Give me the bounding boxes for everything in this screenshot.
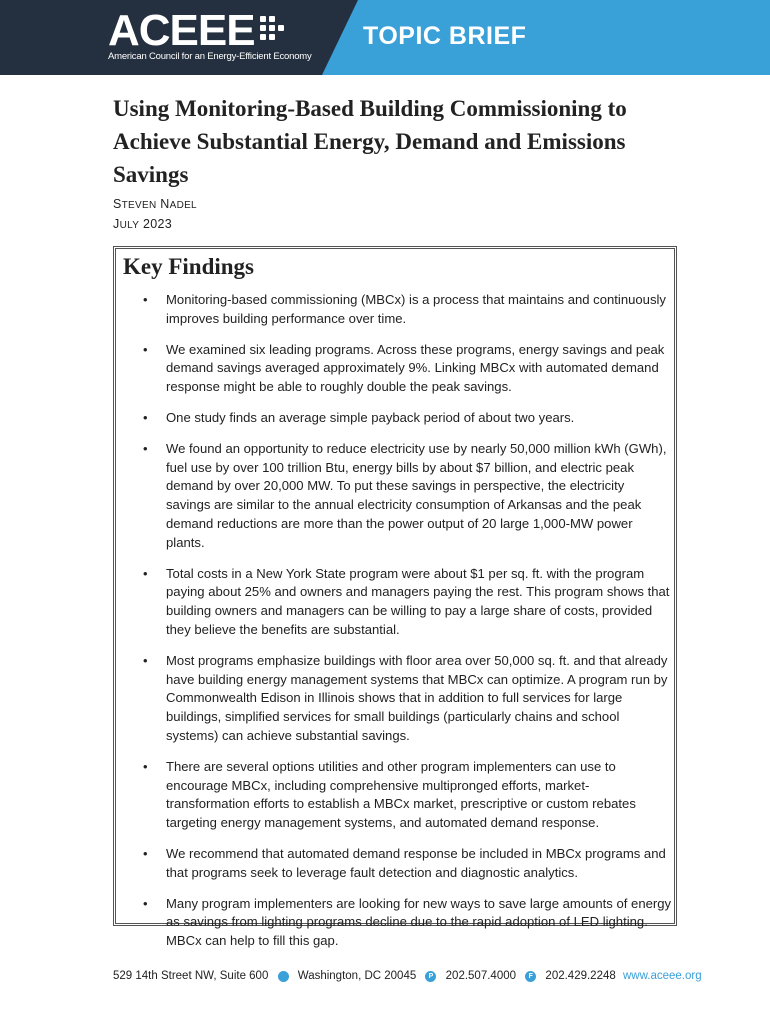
list-item	[116, 409, 674, 428]
finding-text: Most programs emphasize buildings with floor area over 50,000 sq. ft. and that already have building energy management systems that MBCx can optimize. A program run by Commonwealth Edison in Illinois shows that in addition to full services for large buildings, simplified services for small buildings (particularly chains and school systems) can achieve substantial savings.	[166, 652, 668, 743]
logo-wordmark: ACEEE	[108, 6, 255, 55]
list-item	[116, 895, 674, 951]
bullet-icon: •	[143, 565, 148, 581]
bullet-icon: •	[143, 845, 148, 861]
footer-address: 529 14th Street NW, Suite 600	[113, 970, 269, 982]
list-item	[116, 341, 674, 397]
globe-icon	[278, 971, 289, 982]
bullet-icon: •	[143, 652, 148, 668]
footer-phone: 202.507.4000	[445, 970, 517, 982]
bullet-icon: •	[143, 341, 148, 357]
finding-text: Total costs in a New York State program were about $1 per sq. ft. with the program paying about 25% and owners and managers paying the rest. This program shows that building owners and managers can be willing to pay a large share of costs, provided they believe the benefits are substantial.	[166, 565, 670, 637]
list-item	[116, 652, 674, 746]
footer-city: Washington, DC 20045	[297, 970, 417, 982]
key-findings-heading: Key Findings	[123, 254, 255, 279]
finding-text: Many program implementers are looking for new ways to save large amounts of energy as savings from lighting programs decline due to the rapid adoption of LED lighting. MBCx can help to fill this gap.	[166, 895, 672, 949]
author-name: STEVEN NADEL	[113, 197, 197, 211]
fax-icon: F	[525, 971, 536, 982]
list-item	[116, 758, 674, 833]
bullet-icon: •	[143, 292, 148, 307]
document-title: Using Monitoring-Based Building Commissioning to Achieve Substantial Energy, Demand and Emissions Savings	[113, 96, 627, 187]
key-findings-list	[116, 291, 674, 963]
key-findings-box	[113, 246, 677, 949]
topic-brief-label: TOPIC BRIEF	[363, 22, 527, 50]
finding-text: Monitoring-based commissioning (MBCx) is a process that maintains and continuously improves building performance over time.	[166, 292, 666, 326]
list-item	[116, 845, 674, 883]
bullet-icon: •	[143, 440, 148, 456]
page-header	[0, 0, 770, 75]
publication-date: JULY 2023	[113, 217, 172, 231]
aceee-logo	[108, 6, 312, 68]
footer-fax: 202.429.2248	[545, 970, 616, 982]
finding-text: We examined six leading programs. Across these programs, energy savings and peak demand savings averaged approximately 9%. Linking MBCx with automated demand response might be able to roughly double the peak savings.	[166, 341, 665, 395]
finding-text: There are several options utilities and other program implementers can use to encourage MBCx, including comprehensive multipronged efforts, market-transformation efforts to establish a MBCx market, prescriptive or custom rebates targeting energy management systems, and automated demand response.	[166, 758, 636, 831]
list-item	[116, 291, 674, 329]
phone-icon: P	[425, 971, 436, 982]
website-link[interactable]: www.aceee.org	[622, 970, 702, 982]
page-footer	[113, 970, 713, 988]
list-item	[116, 440, 674, 553]
logo-dots-icon	[260, 16, 288, 46]
bullet-icon: •	[143, 758, 148, 774]
list-item	[116, 565, 674, 640]
finding-text: We found an opportunity to reduce electricity use by nearly 50,000 million kWh (GWh), fuel use by over 100 trillion Btu, energy bills by about $7 billion, and electric peak demand by over 20,000 MW. To put these savings in perspective, the electricity savings are similar to the annual electricity consumption of Arkansas and the peak demand reductions are more than the power output of 20 large 1,000-MW power plants.	[166, 440, 667, 550]
bullet-icon: •	[143, 895, 148, 911]
finding-text: We recommend that automated demand response be included in MBCx programs and that programs seek to leverage fault detection and diagnostic analytics.	[166, 845, 666, 880]
finding-text: One study finds an average simple payback period of about two years.	[166, 409, 575, 425]
logo-tagline: American Council for an Energy-Efficient Economy	[108, 51, 312, 62]
bullet-icon: •	[143, 409, 148, 425]
